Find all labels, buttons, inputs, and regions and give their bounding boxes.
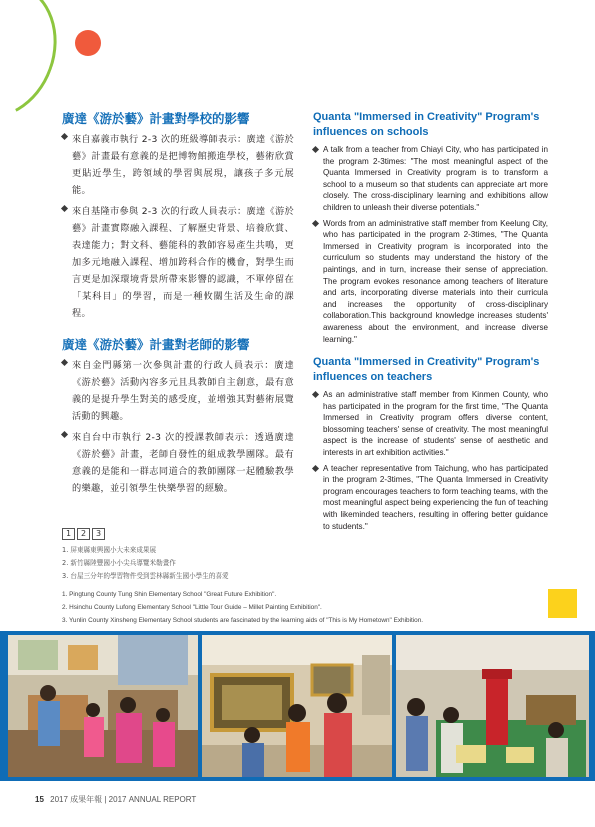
paragraph-en: A teacher representative from Taichung, who has participated in the program 2-3times, "The Quanta Immersed in Creativity program encourages teachers to form teaching teams, with the most meaningful aspect being experiencing the fun of teaching with likeminded teachers, resulting in offering better guidance to students." (323, 463, 548, 531)
english-column (313, 110, 548, 536)
list-item (313, 144, 548, 214)
paragraph-zh: 來自基隆市參與 2-3 次的行政人員表示：廣達《游於藝》計畫實際融入課程、了解歷史背景、培養欣賞、表達能力；對文科、藝能科的教師容易產生共鳴，更加多元地融入課程、增加跨科合作的機會，對學生而言更是加深環境背景所帶來影響的認識，不單停留在「某科目」的學習，而是一種攸關生活及生命的課程。 (72, 206, 294, 319)
heading-teachers-zh: 廣達《游於藝》計畫對老師的影響 (62, 337, 250, 352)
page-number: 15 (35, 795, 44, 804)
paragraph-en: A talk from a teacher from Chiayi City, who has participated in the program 2-3times: "The most meaningful aspect of the Quanta Immersed in Creativity program is to transform a school to a museum so that students can appreciate art more closely. The cross-disciplinary learning and exhibitions allow children to unleash their diverse potentials." (323, 145, 548, 212)
page-footer (35, 794, 196, 805)
list-item (62, 203, 294, 322)
chinese-column (62, 110, 294, 501)
photo-tour-guide (202, 635, 392, 777)
list-item (62, 357, 294, 425)
figure-number: 2 (77, 528, 90, 540)
diamond-bullet-icon (61, 359, 68, 366)
photo-learning-aids (396, 635, 589, 777)
diamond-bullet-icon (61, 205, 68, 212)
list-item (313, 218, 548, 346)
figure-number: 3 (92, 528, 105, 540)
caption-en: 2. Hsinchu County Lufong Elementary School "Little Tour Guide – Millet Painting Exhibition". (62, 604, 322, 611)
paragraph-zh: 來自嘉義市執行 2-3 次的班級導師表示：廣達《游於藝》計畫最有意義的是把博物館搬進學校，藝術欣賞更貼近學生，跨領域的學習與展現，讓孩子多元展能。 (72, 134, 294, 196)
paragraph-en: Words from an administrative staff member from Keelung City, who has participated in the program 2-3times, "The Quanta Immersed in Creativity program is incorporated into the curriculum so students may understand the history of the paintings, and in turn, increase their sense of appreciation. The program evokes resonance among teachers of literature and arts, incorporating diverse materials into their curricula and increases the opportunity of cross-disciplinary collaboration.This background knowledge increases students' awareness about the environment, and increase diverse learning." (323, 218, 548, 344)
heading-schools-en: Quanta "Immersed in Creativity" Program's influences on schools (313, 111, 540, 138)
diamond-bullet-icon (312, 391, 319, 398)
diamond-bullet-icon (61, 133, 68, 140)
diamond-bullet-icon (312, 465, 319, 472)
diamond-bullet-icon (61, 431, 68, 438)
photo-strip (0, 631, 595, 781)
caption-en: 1. Pingtung County Tung Shin Elementary School "Great Future Exhibition". (62, 591, 277, 598)
decorative-yellow-square (548, 589, 577, 618)
caption-zh: 2. 新竹縣陸豐國小小尖兵導覽米勒畫作 (62, 559, 176, 567)
list-item (62, 429, 294, 497)
diamond-bullet-icon (312, 146, 319, 153)
paragraph-zh: 來自台中市執行 2-3 次的授課教師表示：透過廣達《游於藝》計畫，老師自發性的組成教學團隊。最有意義的是能和一群志同道合的教師團隊一起體驗教學的樂趣，並引領學生快樂學習的經驗。 (72, 432, 294, 494)
heading-schools-zh: 廣達《游於藝》計畫對學校的影響 (62, 111, 250, 126)
paragraph-en: As an administrative staff member from Kinmen County, who has participated in the program for the first time, "The Quanta Immersed in Creativity program offers diverse content, blossoming teachers' sense of creativity. The most meaningful aspect is the increase of students' sense of aesthetic and interests in art exhibition activities." (323, 390, 548, 458)
figure-number: 1 (62, 528, 75, 540)
paragraph-zh: 來自金門縣第一次參與計畫的行政人員表示：廣達《游於藝》活動內容多元且具教師自主創意，最有意義的是提升學生對美的感受度，並增強其對藝術展覽活動的興趣。 (72, 360, 294, 422)
figure-number-boxes (62, 528, 105, 540)
footer-text: 2017 成果年報 | 2017 ANNUAL REPORT (50, 795, 197, 804)
caption-en: 3. Yunlin County Xinsheng Elementary School students are fascinated by the learning aids of "This is My Hometown" Exhibition. (62, 617, 424, 624)
diamond-bullet-icon (312, 220, 319, 227)
photo-exhibition-students (8, 635, 198, 777)
decorative-red-dot (75, 30, 101, 56)
list-item (313, 463, 548, 533)
heading-teachers-en: Quanta "Immersed in Creativity" Program's influences on teachers (313, 356, 540, 384)
list-item (313, 389, 548, 459)
caption-zh: 1. 屏東縣東興國小大未來成果展 (62, 546, 157, 554)
caption-zh: 3. 台屋三分年的學習物件受到雲林縣新生國小學生的喜愛 (62, 572, 229, 580)
list-item (62, 131, 294, 199)
